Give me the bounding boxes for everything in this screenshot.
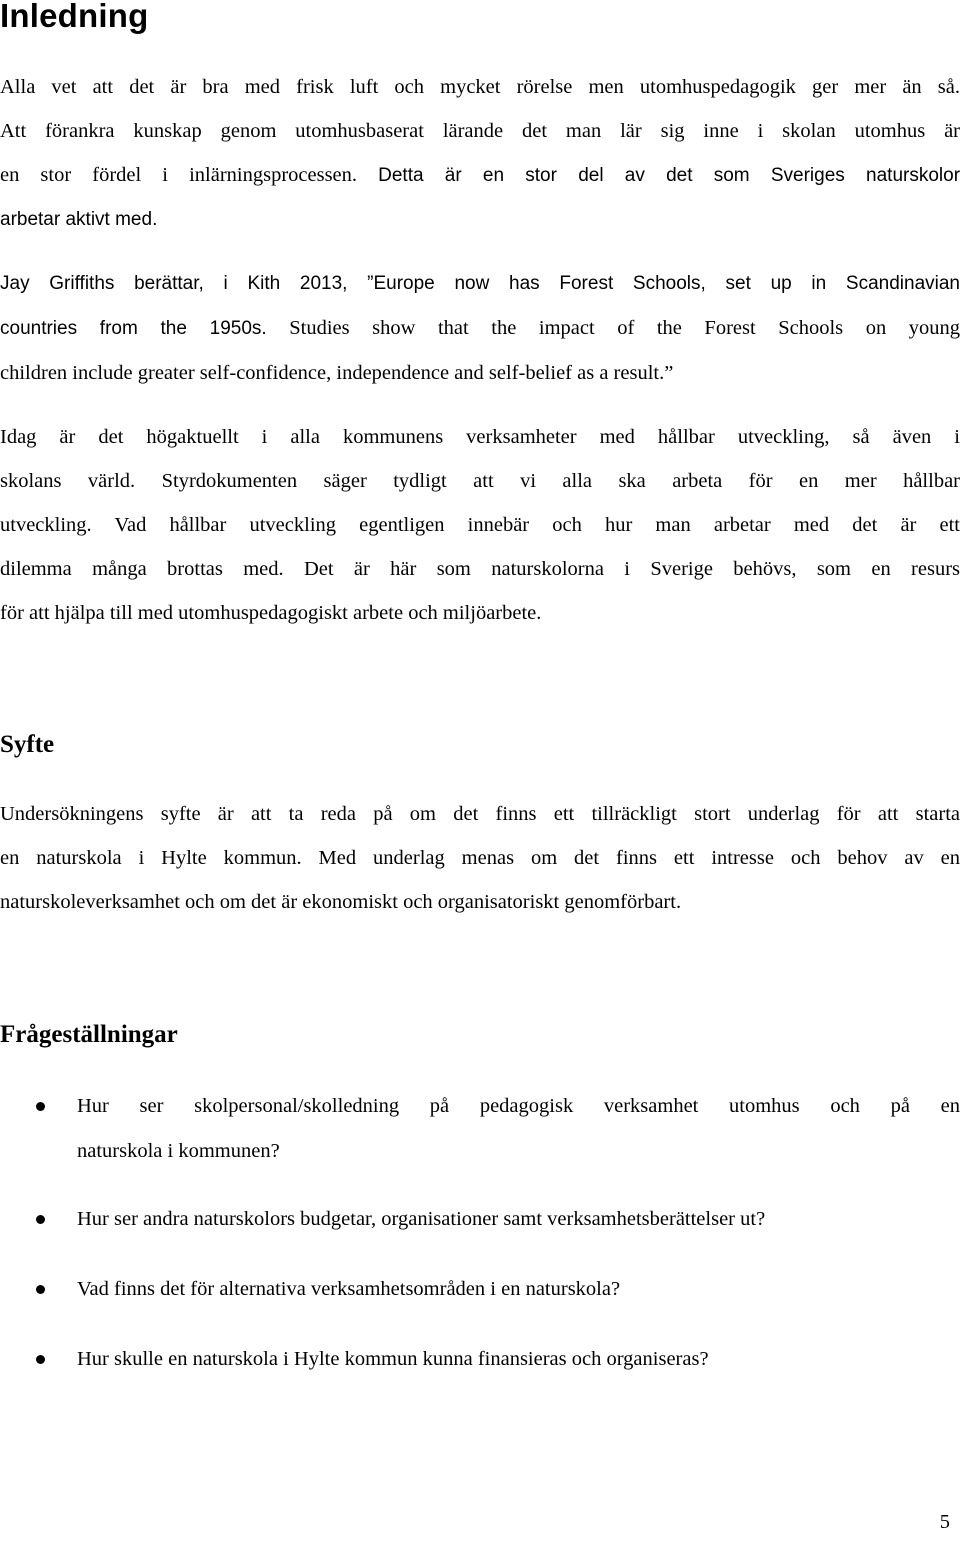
text-line: arbetar aktivt med. bbox=[0, 209, 158, 230]
text-line: Att förankra kunskap genom utomhusbaserat lärande det man lär sig inne i skolan utomhus är bbox=[0, 120, 960, 142]
text-run: Det är här som naturskolorna i Sverige behövs, som en resurs bbox=[303, 558, 960, 580]
paragraph-inledning-2 bbox=[0, 262, 960, 395]
text-line: en naturskola i Hylte kommun. Med underlag menas om det finns ett intresse och behov av en bbox=[0, 847, 960, 869]
paragraph-syfte bbox=[0, 792, 960, 924]
text-run: Styrdokumenten säger tydligt att vi alla ska arbeta för en mer hållbar bbox=[161, 470, 960, 492]
heading-syfte: Syfte bbox=[0, 731, 55, 758]
text-run-sans: countries from the 1950s. bbox=[0, 318, 267, 339]
text-line: Hur skulle en naturskola i Hylte kommun kunna finansieras och organiseras? bbox=[77, 1348, 709, 1370]
heading-inledning: Inledning bbox=[0, 0, 149, 34]
text-line: Alla vet att det är bra med frisk luft och mycket rörelse men utomhuspedagogik ger mer än så. bbox=[0, 76, 960, 98]
paragraph-inledning-3 bbox=[0, 415, 960, 635]
bullet-icon bbox=[36, 1215, 45, 1224]
text-line: för att hjälpa till med utomhuspedagogiskt arbete och miljöarbete. bbox=[0, 602, 542, 624]
text-run: en stor fördel i inlärningsprocessen. bbox=[0, 164, 358, 186]
text-line: Hur ser andra naturskolors budgetar, organisationer samt verksamhetsberättelser ut? bbox=[77, 1208, 766, 1230]
text-line: Vad finns det för alternativa verksamhetsområden i en naturskola? bbox=[77, 1278, 621, 1300]
page-number: 5 bbox=[939, 1511, 950, 1533]
text-line: children include greater self-confidence, independence and self-belief as a result.” bbox=[0, 362, 674, 384]
question-list bbox=[0, 1084, 960, 1382]
text-run: skolans värld. bbox=[0, 470, 136, 492]
bullet-icon bbox=[36, 1355, 45, 1364]
text-line bbox=[0, 153, 960, 198]
list-item bbox=[0, 1197, 960, 1242]
text-run: Studies show that the impact of the Forest Schools on young bbox=[289, 317, 960, 339]
paragraph-inledning-1 bbox=[0, 65, 960, 242]
text-line bbox=[0, 306, 960, 351]
bullet-icon bbox=[36, 1285, 45, 1294]
bullet-icon bbox=[36, 1102, 45, 1111]
list-item bbox=[0, 1267, 960, 1312]
text-line bbox=[0, 459, 960, 503]
text-run-sans: Jay Griffiths berättar, i Kith 2013, ”Europe now has Forest Schools, set up in Scandinavian bbox=[0, 273, 960, 294]
text-run: dilemma många brottas med. bbox=[0, 558, 284, 580]
text-line bbox=[0, 503, 960, 547]
text-line: Idag är det högaktuellt i alla kommunens verksamheter med hållbar utveckling, så även i bbox=[0, 426, 960, 448]
heading-fragestallningar: Frågeställningar bbox=[0, 1021, 178, 1048]
list-item bbox=[0, 1084, 960, 1174]
text-run: Vad hållbar utveckling egentligen innebär och hur man arbetar med det är ett bbox=[114, 514, 960, 536]
text-line bbox=[0, 547, 960, 591]
list-item bbox=[0, 1337, 960, 1382]
text-line: naturskola i kommunen? bbox=[77, 1140, 280, 1162]
text-run: utveckling. bbox=[0, 514, 92, 536]
text-line: Hur ser skolpersonal/skolledning på pedagogisk verksamhet utomhus och på en bbox=[77, 1095, 960, 1117]
text-line: naturskoleverksamhet och om det är ekonomiskt och organisatoriskt genomförbart. bbox=[0, 891, 682, 913]
text-line: Undersökningens syfte är att ta reda på om det finns ett tillräckligt stort underlag för att starta bbox=[0, 803, 960, 825]
text-line bbox=[0, 262, 960, 306]
text-run-sans: Detta är en stor del av det som Sveriges naturskolor bbox=[378, 165, 960, 186]
